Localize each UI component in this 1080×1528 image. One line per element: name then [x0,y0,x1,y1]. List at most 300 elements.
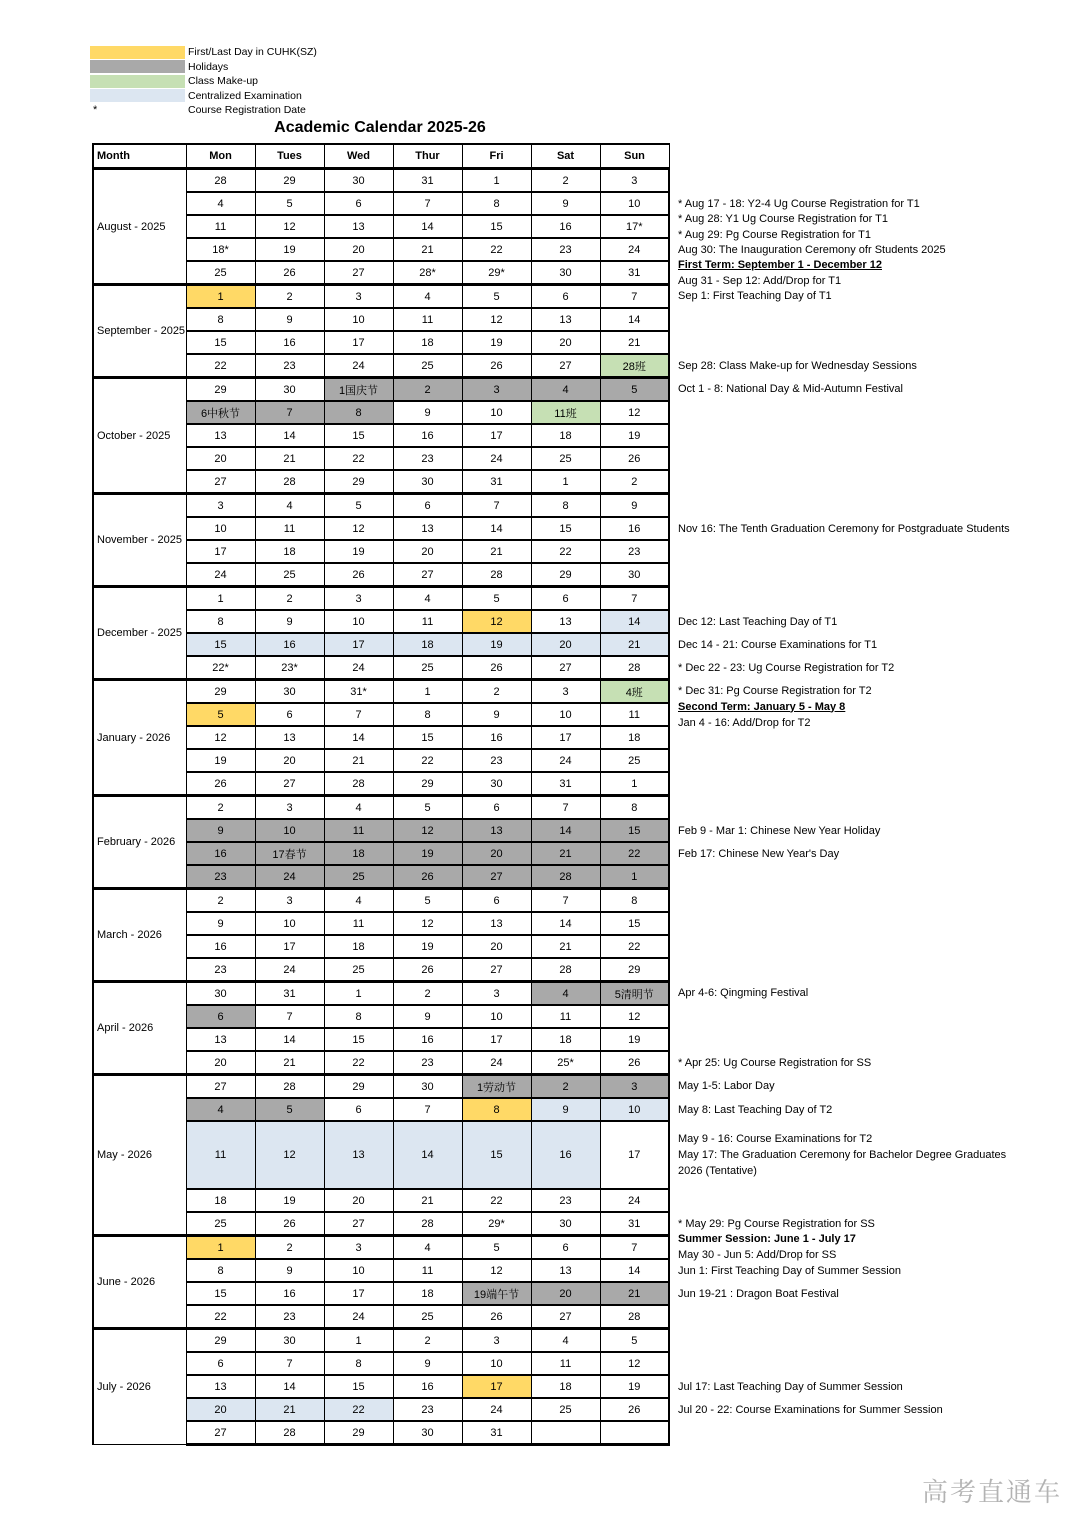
day-cell: 16 [462,726,531,749]
day-cell: 20 [531,1282,600,1305]
day-cell: 15 [186,331,255,354]
day-cell: 2 [531,169,600,193]
day-cell: 8 [324,1005,393,1028]
week-row [93,192,1073,215]
note-line: Jun 1: First Teaching Day of Summer Session [678,1264,901,1277]
day-cell: 30 [393,1075,462,1099]
day-cell: 30 [393,1421,462,1445]
day-cell: 19 [393,935,462,958]
week-notes [669,1098,1073,1121]
day-cell: 13 [462,912,531,935]
day-cell: 17 [462,1028,531,1051]
day-cell: 12 [324,517,393,540]
day-cell: 11班 [531,401,600,424]
day-cell: 19 [255,238,324,261]
week-notes [669,772,1073,796]
week-row [93,331,1073,354]
day-cell: 19 [393,842,462,865]
day-cell: 7 [531,889,600,913]
week-notes [669,1329,1073,1353]
day-cell: 8 [186,1259,255,1282]
day-cell: 8 [324,1352,393,1375]
week-row [93,865,1073,889]
day-cell: 25 [600,749,669,772]
month-label: March - 2026 [93,889,186,982]
day-cell: 24 [324,354,393,378]
day-cell: 5 [462,1236,531,1260]
day-cell: 2 [255,285,324,309]
day-cell: 3 [600,1075,669,1099]
day-cell: 23 [600,540,669,563]
week-row [93,1098,1073,1121]
day-cell: 21 [393,238,462,261]
day-cell: 13 [186,1375,255,1398]
day-cell: 1国庆节 [324,378,393,402]
week-row [93,1028,1073,1051]
day-cell: 9 [600,494,669,518]
day-cell: 2 [393,982,462,1006]
day-cell: 22 [324,447,393,470]
header-sun: Sun [600,144,669,169]
day-cell: 2 [393,1329,462,1353]
note-line: Aug 31 - Sep 12: Add/Drop for T1 [678,274,842,287]
day-cell: 12 [462,610,531,633]
note-line: * Aug 28: Y1 Ug Course Registration for T1 [678,212,888,225]
week-row [93,517,1073,540]
day-cell: 27 [255,772,324,796]
day-cell: 28 [393,1212,462,1236]
day-cell: 6 [186,1005,255,1028]
day-cell: 17 [324,331,393,354]
day-cell: 3 [324,285,393,309]
day-cell: 28 [324,772,393,796]
day-cell: 23 [393,447,462,470]
day-cell: 6 [462,889,531,913]
day-cell: 22 [324,1051,393,1075]
week-row [93,610,1073,633]
day-cell: 20 [462,842,531,865]
note-line: * Dec 31: Pg Course Registration for T2 [678,685,872,698]
day-cell: 31* [324,680,393,704]
week-row [93,587,1073,611]
day-cell: 17 [531,726,600,749]
note-line: Summer Session: June 1 - July 17 [678,1233,856,1246]
day-cell: 9 [255,1259,324,1282]
day-cell: 2 [186,889,255,913]
week-notes [669,1375,1073,1398]
day-cell: 1 [186,285,255,309]
centralized-exam-swatch [90,89,185,102]
day-cell: 6 [186,1352,255,1375]
day-cell: 13 [462,819,531,842]
week-row [93,656,1073,680]
week-row [93,1329,1073,1353]
day-cell: 21 [600,331,669,354]
week-row [93,726,1073,749]
day-cell: 11 [324,912,393,935]
day-cell: 9 [531,1098,600,1121]
legend-label: Centralized Examination [188,89,302,102]
day-cell: 4 [393,587,462,611]
week-notes [669,378,1073,402]
note-line: May 9 - 16: Course Examinations for T2 [678,1133,873,1145]
day-cell: 29 [255,169,324,193]
day-cell: 17春节 [255,842,324,865]
day-cell: 13 [531,610,600,633]
note-line: 2026 (Tentative) [678,1165,757,1177]
day-cell: 24 [600,1189,669,1212]
week-notes [669,517,1073,540]
day-cell: 16 [255,633,324,656]
day-cell: 15 [462,215,531,238]
note-line: * Aug 17 - 18: Y2-4 Ug Course Registration for T1 [678,197,920,210]
day-cell: 22 [600,842,669,865]
header-fri: Fri [462,144,531,169]
day-cell: 6 [531,285,600,309]
day-cell: 22 [600,935,669,958]
day-cell: 14 [393,1121,462,1189]
day-cell: 27 [531,656,600,680]
day-cell: 30 [186,982,255,1006]
day-cell: 18 [393,633,462,656]
week-notes [669,726,1073,749]
week-notes [669,912,1073,935]
day-cell: 21 [393,1189,462,1212]
day-cell: 29 [186,1329,255,1353]
day-cell: 20 [324,1189,393,1212]
day-cell: 23 [462,749,531,772]
day-cell: 14 [600,308,669,331]
week-notes [669,470,1073,494]
note-line: Dec 14 - 21: Course Examinations for T1 [678,638,878,651]
week-notes [669,1189,1073,1212]
day-cell: 4 [531,1329,600,1353]
day-cell: 15 [324,1028,393,1051]
day-cell: 11 [531,1352,600,1375]
week-row [93,1352,1073,1375]
day-cell: 11 [600,703,669,726]
day-cell: 22 [324,1398,393,1421]
day-cell: 5 [393,889,462,913]
day-cell: 10 [600,192,669,215]
day-cell: 9 [186,819,255,842]
note-line: Feb 17: Chinese New Year's Day [678,847,840,860]
week-row [93,982,1073,1006]
day-cell: 14 [531,819,600,842]
day-cell: 24 [255,958,324,982]
day-cell: 12 [393,819,462,842]
week-notes [669,169,1073,193]
day-cell: 20 [393,540,462,563]
day-cell: 16 [393,1028,462,1051]
week-notes [669,982,1073,1006]
day-cell: 7 [462,494,531,518]
day-cell: 26 [255,261,324,285]
day-cell: 12 [186,726,255,749]
day-cell: 3 [255,889,324,913]
week-notes [669,258,1073,287]
note-line: First Term: September 1 - December 12 [678,258,882,271]
week-row [93,1305,1073,1329]
week-notes [669,656,1073,680]
day-cell: 11 [393,1259,462,1282]
day-cell: 5 [324,494,393,518]
day-cell: 29 [186,378,255,402]
day-cell: 3 [462,378,531,402]
day-cell: 31 [255,982,324,1006]
day-cell: 5 [255,1098,324,1121]
week-row [93,169,1073,193]
week-notes [669,447,1073,470]
day-cell: 1 [186,1236,255,1260]
week-row [93,1282,1073,1305]
legend-label: First/Last Day in CUHK(SZ) [188,46,317,58]
day-cell: 9 [186,912,255,935]
day-cell: 22 [186,1305,255,1329]
day-cell: 24 [462,1051,531,1075]
day-cell: 3 [324,587,393,611]
first-last-day-swatch [90,46,185,59]
day-cell: 3 [531,680,600,704]
day-cell: 26 [462,354,531,378]
day-cell: 26 [462,656,531,680]
week-notes [669,958,1073,982]
day-cell: 11 [186,215,255,238]
day-cell: 27 [393,563,462,587]
watermark: 高考直通车 [921,1478,1062,1508]
day-cell: 8 [462,1098,531,1121]
day-cell: 20 [462,935,531,958]
day-cell: 8 [600,889,669,913]
day-cell: 4 [186,1098,255,1121]
day-cell: 30 [324,169,393,193]
header-wed: Wed [324,144,393,169]
day-cell: 6 [255,703,324,726]
day-cell: 1 [324,1329,393,1353]
day-cell: 24 [462,447,531,470]
day-cell: 30 [531,1212,600,1236]
day-cell: 11 [255,517,324,540]
day-cell: 1劳动节 [462,1075,531,1099]
week-notes [669,935,1073,958]
month-label: April - 2026 [93,982,186,1075]
day-cell [600,1421,669,1445]
day-cell: 15 [531,517,600,540]
day-cell: 1 [324,982,393,1006]
day-cell: 18 [324,935,393,958]
day-cell: 30 [255,680,324,704]
day-cell: 30 [600,563,669,587]
day-cell: 28 [255,1421,324,1445]
day-cell: 29 [324,1075,393,1099]
day-cell: 17 [186,540,255,563]
day-cell: 12 [255,215,324,238]
week-notes [669,1075,1073,1099]
note-line: * Aug 29: Pg Course Registration for T1 [678,228,872,241]
day-cell: 13 [186,1028,255,1051]
day-cell: 10 [462,1005,531,1028]
day-cell: 26 [186,772,255,796]
day-cell: 31 [531,772,600,796]
day-cell: 23 [255,354,324,378]
day-cell: 18 [600,726,669,749]
day-cell: 23 [393,1398,462,1421]
day-cell: 14 [324,726,393,749]
day-cell: 22 [462,1189,531,1212]
day-cell: 19 [462,331,531,354]
week-row [93,1075,1073,1099]
day-cell: 13 [186,424,255,447]
day-cell: 19 [255,1189,324,1212]
day-cell: 17 [255,935,324,958]
note-line: Dec 12: Last Teaching Day of T1 [678,615,838,628]
day-cell: 2 [531,1075,600,1099]
day-cell: 6 [324,1098,393,1121]
week-row [93,958,1073,982]
day-cell: 20 [531,633,600,656]
day-cell: 21 [255,1051,324,1075]
day-cell: 17 [600,1121,669,1189]
day-cell: 29* [462,261,531,285]
header-sat: Sat [531,144,600,169]
day-cell: 18* [186,238,255,261]
week-row [93,285,1073,309]
day-cell: 29 [186,680,255,704]
week-row [93,1236,1073,1260]
day-cell: 7 [393,192,462,215]
week-row [93,889,1073,913]
week-row [93,378,1073,402]
day-cell: 24 [324,1305,393,1329]
day-cell: 31 [393,169,462,193]
day-cell: 10 [462,1352,531,1375]
legend [90,45,317,118]
day-cell: 2 [462,680,531,704]
day-cell: 6 [393,494,462,518]
week-notes [669,796,1073,820]
day-cell: 29 [393,772,462,796]
day-cell: 6中秋节 [186,401,255,424]
week-row [93,796,1073,820]
day-cell: 14 [255,1375,324,1398]
day-cell: 13 [255,726,324,749]
day-cell: 2 [255,587,324,611]
week-row [93,935,1073,958]
day-cell: 27 [324,261,393,285]
day-cell: 10 [255,912,324,935]
day-cell: 17 [462,424,531,447]
week-notes [669,401,1073,424]
day-cell: 9 [255,308,324,331]
day-cell: 16 [255,331,324,354]
week-notes [669,633,1073,656]
note-line: Sep 28: Class Make-up for Wednesday Sessions [678,359,917,372]
week-row [93,772,1073,796]
day-cell: 11 [393,308,462,331]
day-cell: 14 [462,517,531,540]
day-cell: 9 [393,1005,462,1028]
day-cell: 25 [324,958,393,982]
week-row [93,470,1073,494]
day-cell: 27 [186,470,255,494]
day-cell: 5 [255,192,324,215]
day-cell: 23 [186,958,255,982]
day-cell: 2 [186,796,255,820]
week-notes [669,1421,1073,1445]
day-cell: 4 [531,982,600,1006]
day-cell: 27 [324,1212,393,1236]
day-cell: 8 [462,192,531,215]
day-cell: 4 [186,192,255,215]
day-cell: 12 [462,1259,531,1282]
day-cell: 24 [255,865,324,889]
week-row [93,1421,1073,1445]
day-cell: 20 [531,331,600,354]
note-line: May 30 - Jun 5: Add/Drop for SS [678,1249,837,1262]
note-line: Nov 16: The Tenth Graduation Ceremony for Postgraduate Students [678,522,1010,535]
day-cell: 13 [531,308,600,331]
day-cell: 12 [255,1121,324,1189]
week-notes [669,563,1073,587]
day-cell: 25* [531,1051,600,1075]
day-cell: 5 [600,378,669,402]
month-label: October - 2025 [93,378,186,494]
holidays-swatch [90,60,185,73]
day-cell: 23 [531,1189,600,1212]
day-cell: 4 [531,378,600,402]
week-notes [669,212,1073,241]
week-notes [669,1051,1073,1075]
day-cell: 9 [531,192,600,215]
day-cell: 18 [393,331,462,354]
day-cell: 9 [255,610,324,633]
day-cell: 30 [255,378,324,402]
academic-calendar-table [92,143,1074,1446]
legend-row-holidays [90,60,317,75]
day-cell: 25 [393,656,462,680]
month-label: January - 2026 [93,680,186,796]
week-row [93,842,1073,865]
day-cell: 20 [255,749,324,772]
week-row [93,1212,1073,1236]
week-row [93,1375,1073,1398]
day-cell: 15 [393,726,462,749]
week-notes [669,1282,1073,1305]
day-cell: 28 [462,563,531,587]
day-cell: 17 [462,1375,531,1398]
day-cell: 29 [600,958,669,982]
day-cell: 4 [393,285,462,309]
week-row [93,447,1073,470]
day-cell: 27 [462,865,531,889]
day-cell: 19 [324,540,393,563]
day-cell: 25 [393,1305,462,1329]
day-cell: 30 [393,470,462,494]
week-notes [669,285,1073,309]
day-cell: 1 [393,680,462,704]
day-cell: 10 [324,308,393,331]
day-cell: 12 [393,912,462,935]
day-cell: 8 [186,610,255,633]
week-row [93,261,1073,285]
day-cell: 20 [186,447,255,470]
day-cell: 29 [324,470,393,494]
day-cell: 22 [393,749,462,772]
day-cell: 24 [462,1398,531,1421]
month-label: December - 2025 [93,587,186,680]
day-cell: 28 [600,1305,669,1329]
day-cell: 19 [600,1375,669,1398]
